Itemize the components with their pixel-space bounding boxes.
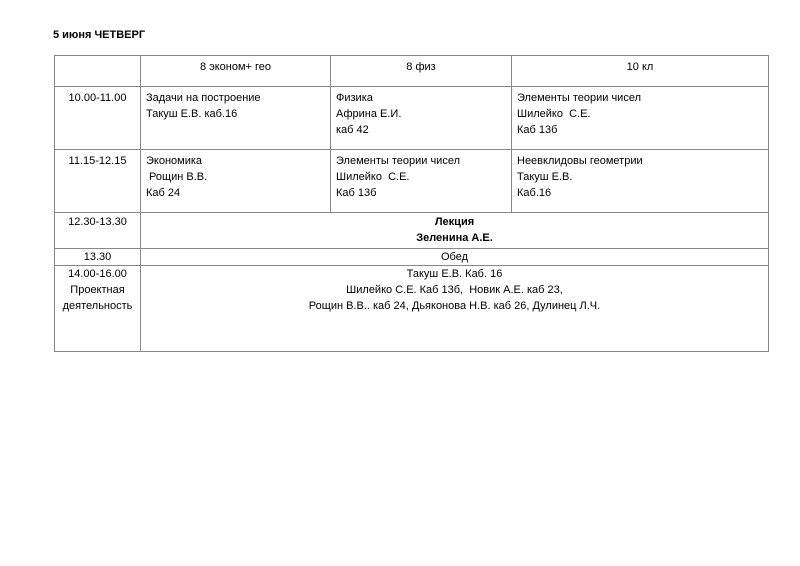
- time-cell: [55, 266, 141, 352]
- lesson-cell: [331, 150, 512, 213]
- lunch-cell: Обед: [141, 249, 769, 266]
- project-row: [55, 266, 769, 352]
- lecture-title: Лекция: [434, 216, 475, 228]
- lesson-teacher: Шилейко С.Е.: [336, 171, 410, 183]
- lesson-subject: Физика: [336, 92, 373, 104]
- lesson-teacher: Такуш Е.В.: [517, 171, 573, 183]
- lesson-subject: Неевклидовы геометрии: [517, 155, 643, 167]
- lesson-subject: Задачи на построение: [146, 92, 261, 104]
- lesson-subject: Элементы теории чисел: [336, 155, 460, 167]
- lesson-teacher: Африна Е.И.: [336, 108, 402, 120]
- header-group-8-phys: 8 физ: [331, 56, 512, 87]
- schedule-table: [54, 55, 769, 352]
- lesson-room: Каб.16: [517, 187, 552, 199]
- lesson-cell: [141, 150, 331, 213]
- project-cell: [141, 266, 769, 352]
- header-time-cell: [55, 56, 141, 87]
- time-cell: 10.00-11.00: [55, 87, 141, 150]
- lecture-row: [55, 213, 769, 249]
- time-cell: 11.15-12.15: [55, 150, 141, 213]
- header-row: [55, 56, 769, 87]
- lesson-room: каб 42: [336, 124, 369, 136]
- header-group-10: 10 кл: [512, 56, 769, 87]
- lesson-teacher: Шилейко С.Е.: [517, 108, 591, 120]
- lesson-cell: [512, 150, 769, 213]
- project-label: Проектная: [70, 284, 125, 296]
- lesson-subject: Экономика: [146, 155, 203, 167]
- lesson-teacher: Такуш Е.В. каб.16: [146, 108, 238, 120]
- lesson-cell: [331, 87, 512, 150]
- lecture-teacher: Зеленина А.Е.: [416, 232, 493, 244]
- lesson-cell: [512, 87, 769, 150]
- lesson-room: Каб 13б: [336, 187, 377, 199]
- project-teachers-line: Такуш Е.В. Каб. 16: [406, 268, 503, 280]
- lecture-cell: [141, 213, 769, 249]
- time-cell: 13.30: [55, 249, 141, 266]
- project-time: 14.00-16.00: [68, 268, 127, 280]
- lesson-room: Каб 13б: [517, 124, 558, 136]
- lesson-room: Каб 24: [146, 187, 181, 199]
- header-group-8-econom-geo: 8 эконом+ гео: [141, 56, 331, 87]
- project-teachers-line: Рощин В.В.. каб 24, Дьяконова Н.В. каб 26, Дулинец Л.Ч.: [308, 300, 601, 312]
- time-cell: 12.30-13.30: [55, 213, 141, 249]
- project-label: деятельность: [62, 300, 133, 312]
- lunch-row: [55, 249, 769, 266]
- table-row: [55, 150, 769, 213]
- lesson-subject: Элементы теории чисел: [517, 92, 641, 104]
- page-title: 5 июня ЧЕТВЕРГ: [53, 29, 146, 41]
- table-row: [55, 87, 769, 150]
- lesson-cell: [141, 87, 331, 150]
- project-teachers-line: Шилейко С.Е. Каб 13б, Новик А.Е. каб 23,: [346, 284, 563, 296]
- lesson-teacher: Рощин В.В.: [146, 171, 208, 183]
